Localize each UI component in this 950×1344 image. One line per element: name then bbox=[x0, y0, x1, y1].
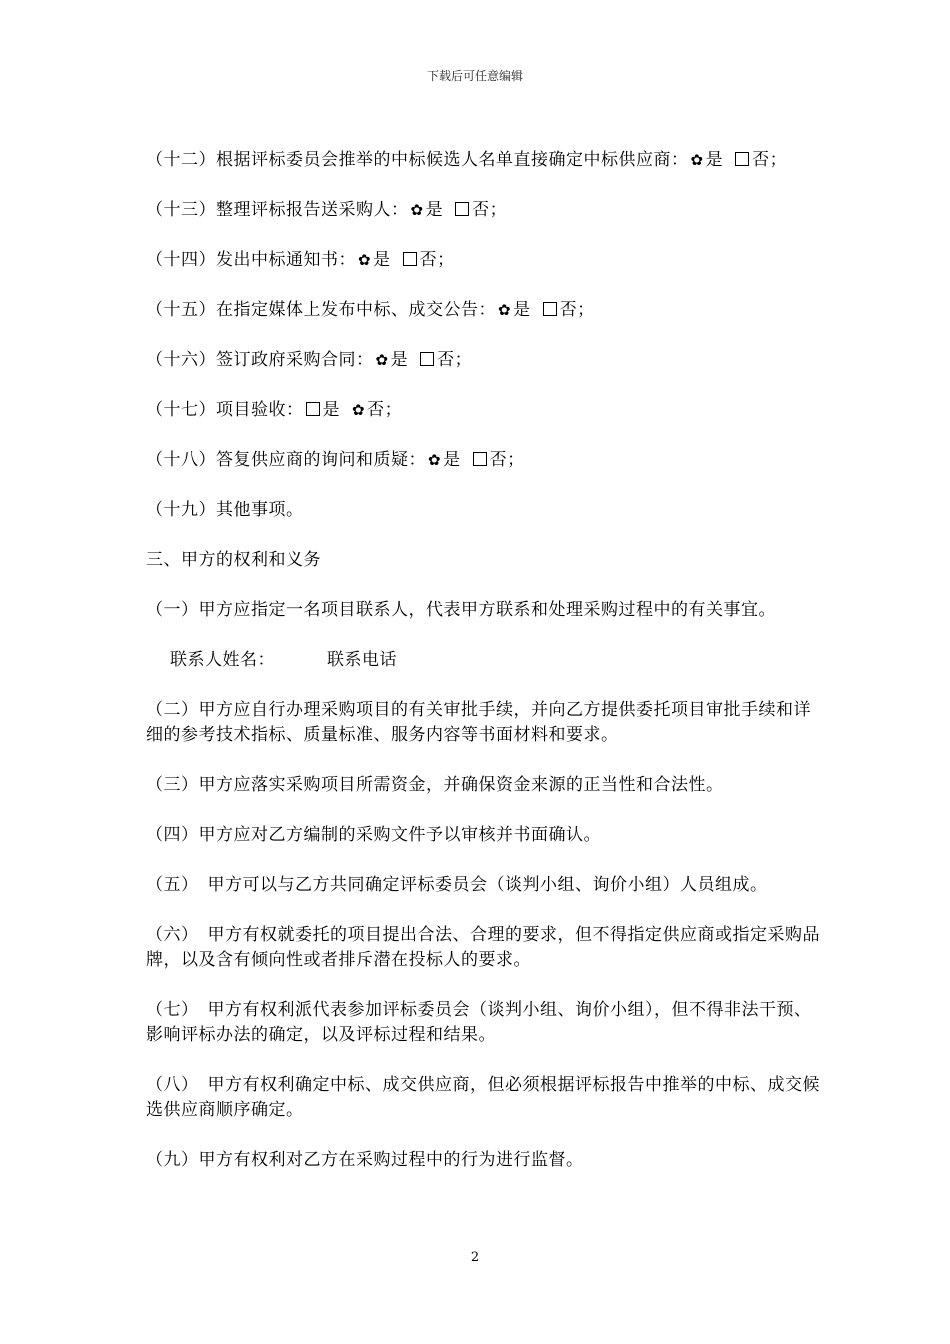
gear-icon: ✿ bbox=[428, 451, 442, 469]
gear-icon: ✿ bbox=[358, 251, 372, 269]
item-text: （十三）整理评标报告送采购人： bbox=[146, 200, 409, 220]
gear-icon: ✿ bbox=[498, 301, 512, 319]
clause-8: （八） 甲方有权利确定中标、成交供应商，但必须根据评标报告中推举的中标、成交候选供应商顺序确定。 bbox=[146, 1075, 820, 1120]
clause-7: （七） 甲方有权利派代表参加评标委员会（谈判小组、询价小组），但不得非法干预、影响评标办法的确定，以及评标过程和结果。 bbox=[146, 1000, 812, 1045]
option-yes: 是 bbox=[513, 300, 531, 320]
option-no: 否； bbox=[489, 450, 525, 470]
option-yes: 是 bbox=[390, 350, 409, 370]
gear-icon: ✿ bbox=[375, 351, 389, 369]
checkbox-icon bbox=[735, 152, 749, 166]
document-body bbox=[146, 148, 822, 1198]
item-19: （十九）其他事项。 bbox=[146, 500, 304, 520]
gear-icon: ✿ bbox=[410, 201, 424, 219]
option-yes: 是 bbox=[373, 250, 391, 270]
item-17 bbox=[146, 398, 822, 423]
gear-icon: ✿ bbox=[690, 151, 704, 169]
clause-3: （三）甲方应落实采购项目所需资金，并确保资金来源的正当性和合法性。 bbox=[146, 775, 724, 795]
clause-4: （四）甲方应对乙方编制的采购文件予以审核并书面确认。 bbox=[146, 825, 601, 845]
checkbox-icon bbox=[306, 402, 320, 416]
option-no: 否； bbox=[472, 200, 508, 220]
item-text: （十二）根据评标委员会推举的中标候选人名单直接确定中标供应商： bbox=[146, 150, 689, 170]
item-text: （十五）在指定媒体上发布中标、成交公告： bbox=[146, 300, 496, 320]
option-no: 否； bbox=[419, 250, 455, 270]
option-no: 否； bbox=[367, 400, 403, 420]
checkbox-icon bbox=[403, 252, 417, 266]
item-text: （十八）答复供应商的询问和质疑： bbox=[146, 450, 426, 470]
checkbox-icon bbox=[473, 452, 487, 466]
item-text: （十七）项目验收： bbox=[146, 400, 304, 420]
clause-2: （二）甲方应自行办理采购项目的有关审批手续，并向乙方提供委托项目审批手续和详细的参考技术指标、质量标准、服务内容等书面材料和要求。 bbox=[146, 700, 811, 745]
option-no: 否； bbox=[559, 300, 595, 320]
item-14 bbox=[146, 248, 822, 273]
contact-line bbox=[146, 648, 822, 673]
contact-name-label: 联系人姓名： bbox=[170, 650, 275, 670]
section-title: 三、甲方的权利和义务 bbox=[146, 550, 321, 570]
clause-5: （五） 甲方可以与乙方共同确定评标委员会（谈判小组、询价小组）人员组成。 bbox=[146, 875, 768, 895]
item-15 bbox=[146, 298, 822, 323]
option-no: 否； bbox=[752, 150, 788, 170]
item-12 bbox=[146, 148, 822, 173]
clause-6: （六） 甲方有权就委托的项目提出合法、合理的要求，但不得指定供应商或指定采购品牌，以及含有倾向性或者排斥潜在投标人的要求。 bbox=[146, 925, 820, 970]
item-text: （十六）签订政府采购合同： bbox=[146, 350, 374, 370]
option-yes: 是 bbox=[322, 400, 340, 420]
clause-1: （一）甲方应指定一名项目联系人，代表甲方联系和处理采购过程中的有关事宜。 bbox=[146, 600, 776, 620]
checkbox-icon bbox=[543, 302, 557, 316]
page-number: 2 bbox=[470, 1250, 480, 1265]
item-16 bbox=[146, 348, 822, 373]
contact-phone-label: 联系电话 bbox=[327, 650, 397, 670]
gear-icon: ✿ bbox=[352, 401, 366, 419]
checkbox-icon bbox=[420, 352, 434, 366]
item-text: （十四）发出中标通知书： bbox=[146, 250, 356, 270]
checkbox-icon bbox=[455, 202, 469, 216]
option-yes: 是 bbox=[705, 150, 724, 170]
clause-9: （九）甲方有权利对乙方在采购过程中的行为进行监督。 bbox=[146, 1150, 584, 1170]
item-18 bbox=[146, 448, 822, 473]
header-note: 下载后可任意编辑 bbox=[426, 69, 523, 83]
item-13 bbox=[146, 198, 822, 223]
option-yes: 是 bbox=[425, 200, 444, 220]
option-no: 否； bbox=[437, 350, 473, 370]
option-yes: 是 bbox=[443, 450, 461, 470]
